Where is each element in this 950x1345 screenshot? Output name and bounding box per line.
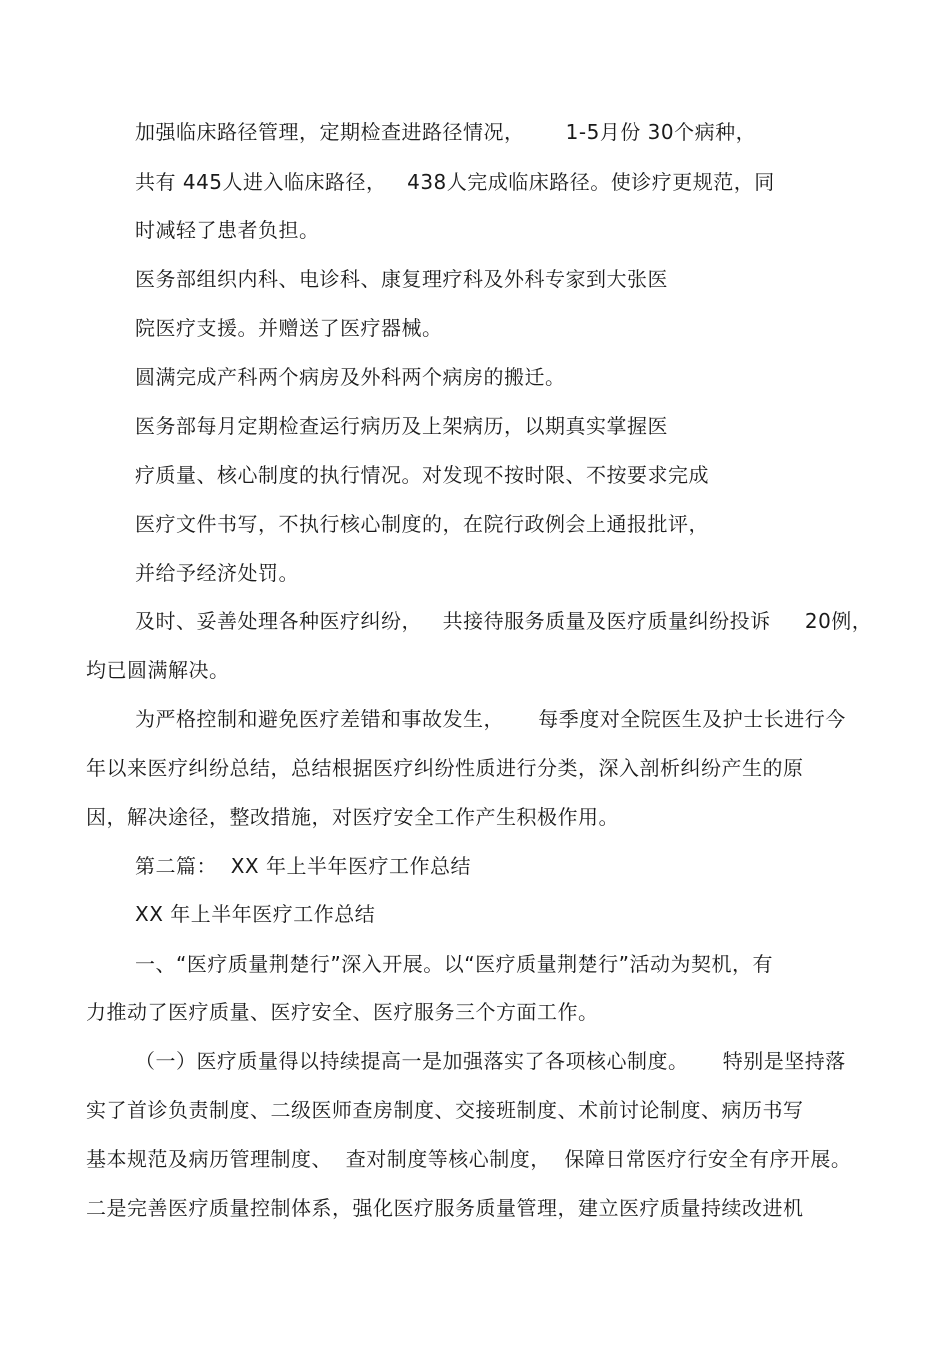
- text-line: 及时、妥善处理各种医疗纠纷， 共接待服务质量及医疗质量纠纷投诉 20例，: [135, 609, 873, 633]
- text-line: 医疗文件书写，不执行核心制度的，在院行政例会上通报批评，: [135, 512, 709, 536]
- text-line: 医务部每月定期检查运行病历及上架病历，以期真实掌握医: [135, 414, 668, 438]
- text-line: 疗质量、核心制度的执行情况。对发现不按时限、不按要求完成: [135, 463, 709, 487]
- text-line: 医务部组织内科、电诊科、康复理疗科及外科专家到大张医: [135, 267, 668, 291]
- document-title: XX 年上半年医疗工作总结: [135, 902, 376, 926]
- text-line: 基本规范及病历管理制度、 查对制度等核心制度， 保障日常医疗行安全有序开展。: [86, 1147, 852, 1171]
- text-line: 并给予经济处罚。: [135, 561, 299, 585]
- text-line: 时减轻了患者负担。: [135, 218, 320, 242]
- text-line: 为严格控制和避免医疗差错和事故发生， 每季度对全院医生及护士长进行今: [135, 707, 846, 731]
- text-line: 院医疗支援。并赠送了医疗器械。: [135, 316, 443, 340]
- text-line: （一）医疗质量得以持续提高一是加强落实了各项核心制度。 特别是坚持落: [135, 1049, 846, 1073]
- text-line: 一、“医疗质量荆楚行”深入开展。以“医疗质量荆楚行”活动为契机，有: [135, 952, 773, 976]
- section-heading: 第二篇： XX 年上半年医疗工作总结: [135, 854, 471, 878]
- text-line: 力推动了医疗质量、医疗安全、医疗服务三个方面工作。: [86, 1000, 599, 1024]
- text-line: 均已圆满解决。: [86, 658, 230, 682]
- text-line: 因，解决途径，整改措施，对医疗安全工作产生积极作用。: [86, 805, 619, 829]
- text-line: 加强临床路径管理，定期检查进路径情况， 1-5月份 30个病种，: [135, 120, 757, 144]
- text-line: 共有 445人进入临床路径， 438人完成临床路径。使诊疗更规范，同: [135, 170, 775, 194]
- text-line: 二是完善医疗质量控制体系，强化医疗服务质量管理，建立医疗质量持续改进机: [86, 1196, 804, 1220]
- text-line: 年以来医疗纠纷总结，总结根据医疗纠纷性质进行分类，深入剖析纠纷产生的原: [86, 756, 804, 780]
- text-line: 实了首诊负责制度、二级医师查房制度、交接班制度、术前讨论制度、病历书写: [86, 1098, 804, 1122]
- text-line: 圆满完成产科两个病房及外科两个病房的搬迁。: [135, 365, 566, 389]
